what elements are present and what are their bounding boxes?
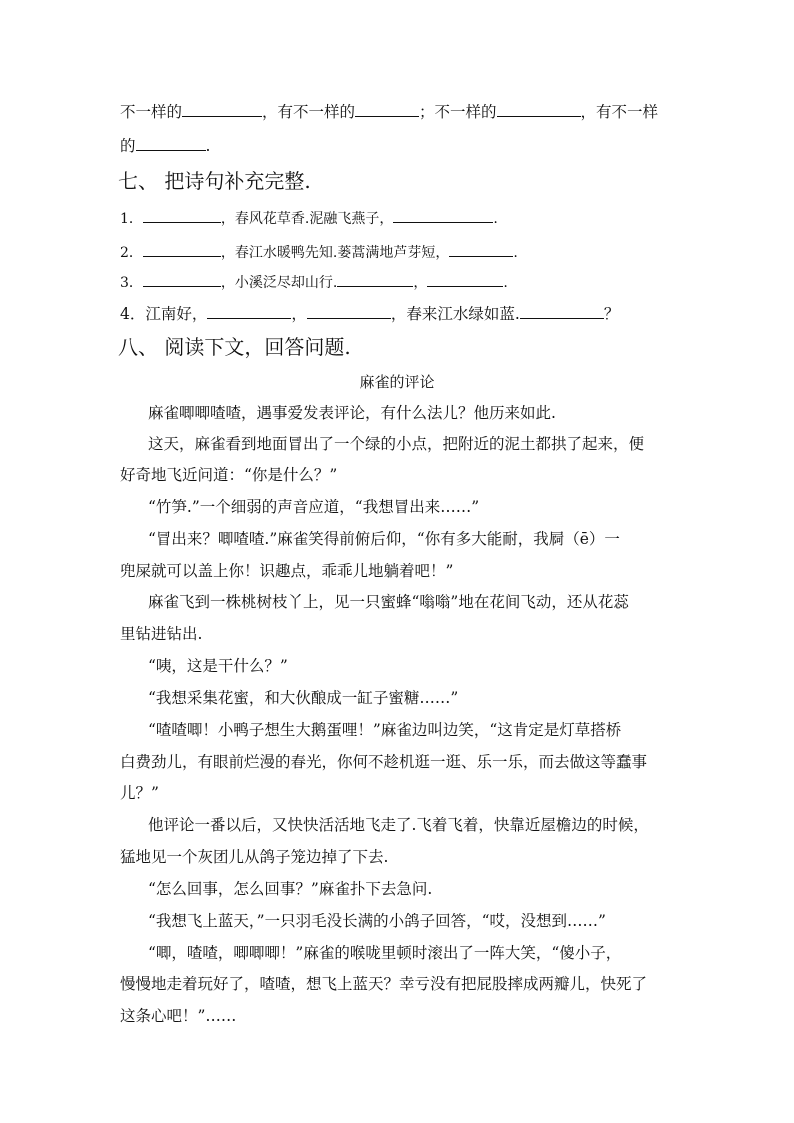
answer-blank[interactable] (393, 206, 493, 223)
text-segment: ，春风花草香.泥融飞燕子， (220, 211, 394, 227)
text-segment: ？ (603, 305, 620, 323)
text-segment: ， (413, 275, 428, 291)
paragraph-line: “怎么回事，怎么回事？”麻雀扑下去急问. (148, 880, 433, 898)
answer-blank[interactable] (143, 206, 221, 223)
text-segment: ，小溪泛尽却山行. (220, 275, 338, 291)
answer-blank[interactable] (207, 302, 291, 319)
paragraph-line: 好奇地飞近问道：“你是什么？” (120, 466, 338, 484)
answer-blank[interactable] (355, 100, 419, 117)
paragraph-line: 慢慢地走着玩好了，喳喳，想飞上蓝天？幸亏没有把屁股摔成两瓣儿，快死了 (120, 975, 648, 993)
paragraph-line: 儿？” (120, 784, 159, 802)
story-title: 麻雀的评论 (359, 373, 435, 391)
paragraph-line: 猛地见一个灰团儿从鸽子笼边掉了下去. (120, 848, 389, 866)
paragraph-line: “唧，喳喳，唧唧唧！”麻雀的喉咙里顿时滚出了一阵大笑，“傻小子， (148, 944, 622, 962)
paragraph-line: 这天，麻雀看到地面冒出了一个绿的小点，把附近的泥土都拱了起来，便 (148, 435, 645, 453)
paragraph-line: 麻雀唧唧喳喳，遇事爱发表评论，有什么法儿？他历来如此. (148, 404, 556, 422)
paragraph-line: 这条心吧！”…… (120, 1007, 237, 1025)
paragraph-line: 兜屎就可以盖上你！识趣点，乖乖儿地躺着吧！” (120, 562, 454, 580)
paragraph-line: “我想采集花蜜，和大伙酿成一缸子蜜糖……” (148, 689, 459, 707)
text-segment: ；不一样的 (419, 103, 497, 121)
text-segment: ，有不一样 (580, 103, 659, 121)
paragraph-line: “我想飞上蓝天，”一只羽毛没长满的小鸽子回答，“哎，没想到……” (148, 912, 606, 930)
text-segment: ，有不一样的 (262, 103, 356, 121)
poem-item (120, 270, 680, 293)
text-segment: 不一样的 (120, 103, 183, 121)
paragraph-line: 麻雀飞到一株桃树枝丫上，见一只蜜蜂“嗡嗡”地在花间飞动，还从花蕊 (148, 593, 629, 611)
paragraph-line: “咦，这是干什么？” (148, 657, 288, 675)
answer-blank[interactable] (449, 240, 513, 257)
text-segment: . (493, 211, 498, 227)
fill-in-line (120, 134, 680, 156)
item-number: 2． (120, 245, 143, 261)
fill-in-line (120, 100, 680, 122)
answer-blank[interactable] (427, 270, 503, 287)
section-heading: 八、 阅读下文，回答问题. (118, 335, 351, 359)
answer-blank[interactable] (520, 302, 604, 319)
answer-blank[interactable] (182, 100, 262, 117)
item-number: 1． (120, 211, 143, 227)
poem-item (120, 302, 680, 324)
paragraph-line: 他评论一番以后，又快快活活地飞走了.飞着飞着，快靠近屋檐边的时候， (148, 816, 649, 834)
text-segment: ，春江水暖鸭先知.蒌蒿满地芦芽短， (220, 245, 450, 261)
paragraph-line: “喳喳唧！小鸭子想生大鹅蛋哩！”麻雀边叫边笑，“这肯定是灯草搭桥 (148, 721, 622, 739)
text-segment: . (503, 275, 508, 291)
item-number: 4．江南好， (120, 305, 208, 323)
text-segment: . (205, 137, 211, 155)
paragraph-line: “竹笋.”一个细弱的声音应道，“我想冒出来……” (148, 498, 480, 516)
answer-blank[interactable] (307, 302, 391, 319)
poem-item (120, 240, 680, 263)
text-segment: ，春来江水绿如蓝. (390, 305, 520, 323)
answer-blank[interactable] (497, 100, 581, 117)
text-segment: 的 (120, 137, 136, 155)
text-segment: ， (291, 305, 307, 323)
paragraph-line: “冒出来？唧喳喳.”麻雀笑得前俯后仰，“你有多大能耐，我屙（ē）一 (148, 530, 620, 548)
section-heading: 七、 把诗句补充完整. (118, 169, 311, 193)
answer-blank[interactable] (136, 134, 206, 151)
answer-blank[interactable] (143, 270, 221, 287)
paragraph-line: 白费劲儿，有眼前烂漫的春光，你何不趁机逛一逛、乐一乐，而去做这等蠢事 (120, 753, 648, 771)
item-number: 3． (120, 275, 143, 291)
answer-blank[interactable] (143, 240, 221, 257)
answer-blank[interactable] (337, 270, 413, 287)
paragraph-line: 里钻进钻出. (120, 625, 203, 643)
text-segment: . (513, 245, 518, 261)
poem-item (120, 206, 680, 229)
